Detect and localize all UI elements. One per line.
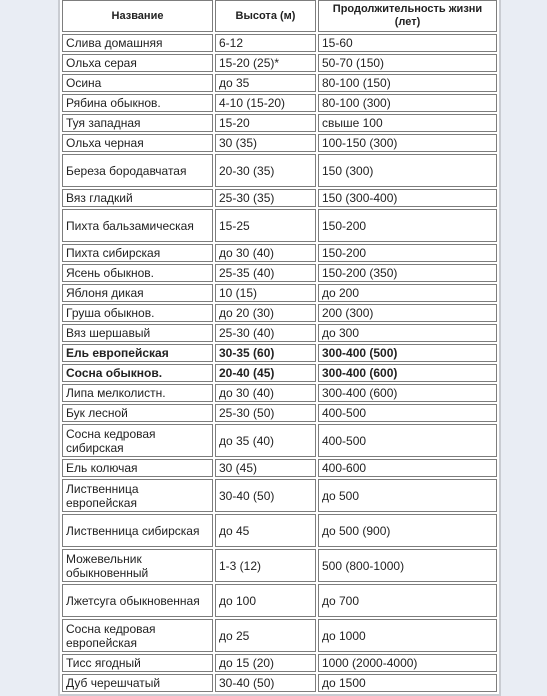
header-height: Высота (м) (215, 0, 316, 32)
cell-name: Сосна кедровая сибирская (62, 424, 213, 457)
table-row (62, 424, 497, 457)
table-row (62, 54, 497, 72)
table-row (62, 654, 497, 672)
cell-lifespan: 150-200 (318, 209, 497, 242)
cell-name: Ель колючая (62, 459, 213, 477)
cell-lifespan: 150-200 (350) (318, 264, 497, 282)
cell-height: 25-30 (50) (215, 404, 316, 422)
cell-height: 1-3 (12) (215, 549, 316, 582)
cell-height: 30-35 (60) (215, 344, 316, 362)
cell-height: 25-35 (40) (215, 264, 316, 282)
table-row (62, 74, 497, 92)
table-row (62, 384, 497, 402)
cell-height: 15-20 (25)* (215, 54, 316, 72)
cell-height: 20-30 (35) (215, 154, 316, 187)
cell-height: до 30 (40) (215, 244, 316, 262)
cell-lifespan: до 1000 (318, 619, 497, 652)
cell-height: 30-40 (50) (215, 674, 316, 692)
cell-height: 10 (15) (215, 284, 316, 302)
cell-lifespan: 150 (300-400) (318, 189, 497, 207)
header-row (62, 0, 497, 32)
cell-height: до 20 (30) (215, 304, 316, 322)
cell-lifespan: до 200 (318, 284, 497, 302)
cell-height: 25-30 (35) (215, 189, 316, 207)
table-row (62, 619, 497, 652)
table-row (62, 674, 497, 692)
cell-lifespan: 300-400 (600) (318, 384, 497, 402)
cell-height: 30 (45) (215, 459, 316, 477)
cell-name: Дуб черешчатый (62, 674, 213, 692)
table-row (62, 479, 497, 512)
header-name: Название (62, 0, 213, 32)
table-row (62, 134, 497, 152)
cell-height: 30 (35) (215, 134, 316, 152)
table-row (62, 34, 497, 52)
cell-lifespan: до 700 (318, 584, 497, 617)
table-row (62, 324, 497, 342)
cell-name: Осина (62, 74, 213, 92)
cell-name: Туя западная (62, 114, 213, 132)
cell-lifespan: 300-400 (500) (318, 344, 497, 362)
table-row (62, 344, 497, 362)
cell-name: Можевельник обыкновенный (62, 549, 213, 582)
cell-lifespan: 150-200 (318, 244, 497, 262)
cell-lifespan: 200 (300) (318, 304, 497, 322)
table-row (62, 114, 497, 132)
cell-lifespan: 15-60 (318, 34, 497, 52)
cell-name: Лиственница сибирская (62, 514, 213, 547)
cell-name: Груша обыкнов. (62, 304, 213, 322)
table-row (62, 209, 497, 242)
cell-lifespan: до 500 (900) (318, 514, 497, 547)
table-row (62, 264, 497, 282)
cell-name: Вяз гладкий (62, 189, 213, 207)
cell-name: Липа мелколистн. (62, 384, 213, 402)
table-row (62, 304, 497, 322)
cell-lifespan: 300-400 (600) (318, 364, 497, 382)
cell-name: Ель европейская (62, 344, 213, 362)
table-row (62, 459, 497, 477)
cell-name: Рябина обыкнов. (62, 94, 213, 112)
table-row (62, 549, 497, 582)
table-row (62, 404, 497, 422)
cell-height: 6-12 (215, 34, 316, 52)
cell-name: Лиственница европейская (62, 479, 213, 512)
cell-lifespan: до 300 (318, 324, 497, 342)
cell-height: 25-30 (40) (215, 324, 316, 342)
cell-height: до 25 (215, 619, 316, 652)
cell-height: 30-40 (50) (215, 479, 316, 512)
table-row (62, 189, 497, 207)
cell-height: до 35 (40) (215, 424, 316, 457)
cell-lifespan: 1000 (2000-4000) (318, 654, 497, 672)
cell-name: Береза бородавчатая (62, 154, 213, 187)
table-row (62, 364, 497, 382)
cell-name: Вяз шершавый (62, 324, 213, 342)
cell-height: 4-10 (15-20) (215, 94, 316, 112)
cell-lifespan: 50-70 (150) (318, 54, 497, 72)
cell-height: до 30 (40) (215, 384, 316, 402)
cell-name: Пихта сибирская (62, 244, 213, 262)
cell-name: Лжетсуга обыкновенная (62, 584, 213, 617)
cell-height: до 45 (215, 514, 316, 547)
cell-height: до 100 (215, 584, 316, 617)
table-row (62, 94, 497, 112)
cell-name: Тисс ягодный (62, 654, 213, 672)
cell-lifespan: до 500 (318, 479, 497, 512)
cell-lifespan: 80-100 (150) (318, 74, 497, 92)
header-lifespan: Продолжительность жизни (лет) (318, 0, 497, 32)
cell-lifespan: 500 (800-1000) (318, 549, 497, 582)
tree-table (58, 0, 501, 696)
cell-lifespan: 80-100 (300) (318, 94, 497, 112)
cell-lifespan: 150 (300) (318, 154, 497, 187)
cell-lifespan: до 1500 (318, 674, 497, 692)
table-row (62, 514, 497, 547)
table-row (62, 244, 497, 262)
cell-height: до 15 (20) (215, 654, 316, 672)
cell-height: 15-25 (215, 209, 316, 242)
cell-name: Слива домашняя (62, 34, 213, 52)
cell-height: 20-40 (45) (215, 364, 316, 382)
cell-lifespan: 400-600 (318, 459, 497, 477)
cell-lifespan: свыше 100 (318, 114, 497, 132)
cell-lifespan: 100-150 (300) (318, 134, 497, 152)
cell-name: Пихта бальзамическая (62, 209, 213, 242)
cell-name: Ясень обыкнов. (62, 264, 213, 282)
cell-name: Ольха черная (62, 134, 213, 152)
cell-lifespan: 400-500 (318, 404, 497, 422)
cell-lifespan: 400-500 (318, 424, 497, 457)
cell-height: 15-20 (215, 114, 316, 132)
table-row (62, 584, 497, 617)
cell-height: до 35 (215, 74, 316, 92)
cell-name: Бук лесной (62, 404, 213, 422)
cell-name: Яблоня дикая (62, 284, 213, 302)
cell-name: Ольха серая (62, 54, 213, 72)
table-row (62, 284, 497, 302)
cell-name: Сосна обыкнов. (62, 364, 213, 382)
cell-name: Сосна кедровая европейская (62, 619, 213, 652)
table-row (62, 154, 497, 187)
